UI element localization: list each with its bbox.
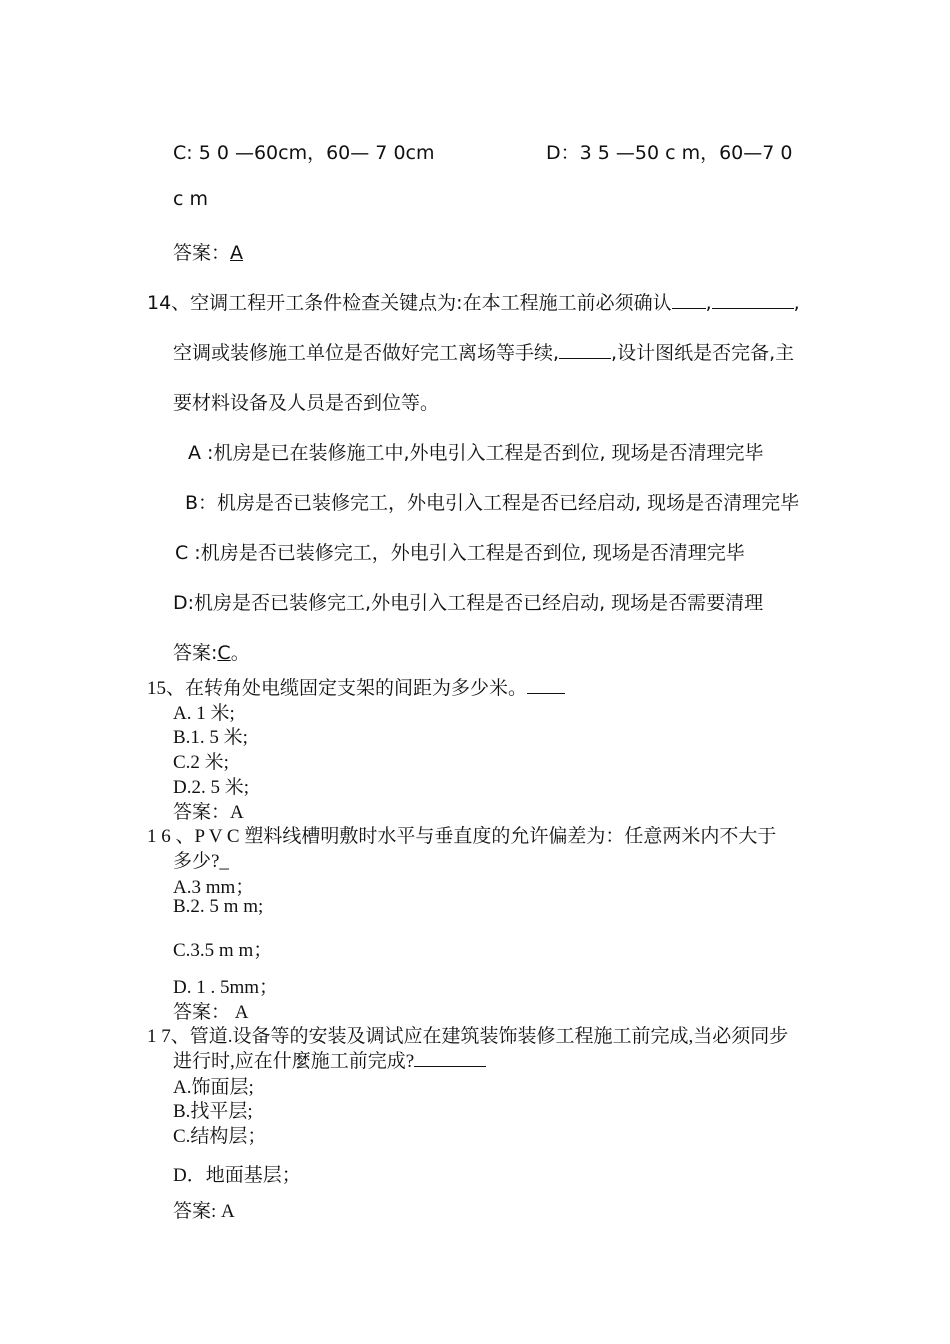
q17-answer: 答案: A	[173, 1201, 235, 1222]
q13-option-d: D：3 5 —50 c m，60—7 0	[546, 142, 793, 164]
q16-option-b: B.2. 5 m m;	[173, 896, 264, 917]
q14-blank-3	[559, 342, 611, 359]
q13-option-d-continued: c m	[173, 188, 208, 210]
q14-question-line-1	[147, 288, 800, 315]
q15-question-text: 15、在转角处电缆固定支架的间距为多少米。	[147, 678, 528, 699]
q14-comma-2: ,	[793, 292, 800, 314]
q15-option-a: A. 1 米;	[173, 703, 235, 724]
q14-blank-2	[712, 292, 794, 309]
q14-question-line-2	[173, 338, 794, 365]
q14-option-a: A :机房是已在装修施工中,外电引入工程是否到位, 现场是否清理完毕	[188, 442, 764, 464]
q16-answer: 答案： A	[173, 1002, 249, 1023]
q15-answer: 答案：A	[173, 802, 244, 823]
q14-option-d: D:机房是否已装修完工,外电引入工程是否已经启动, 现场是否需要清理	[173, 592, 764, 614]
q13-answer-value: A	[230, 242, 244, 264]
q14-question-text-2: 空调或装修施工单位是否做好完工离场等手续,	[173, 342, 560, 364]
q17-option-a: A.饰面层;	[173, 1077, 254, 1098]
q17-question-line-2	[173, 1046, 486, 1073]
q17-question-line-1: 1 7、管道.设备等的安装及调试应在建筑装饰装修工程施工前完成,当必须同步	[147, 1026, 789, 1047]
q16-option-c: C.3.5 m m；	[173, 940, 273, 961]
q14-option-c: C :机房是否已装修完工，外电引入工程是否到位, 现场是否清理完毕	[175, 542, 745, 564]
q13-option-c: C: 5 0 —60cm，60— 7 0cm	[173, 142, 435, 164]
q14-answer-tail: 。	[230, 642, 250, 664]
q14-answer-label: 答案:	[173, 642, 218, 664]
q15-question	[147, 673, 565, 700]
q13-answer-label: 答案：	[173, 242, 231, 264]
q14-answer	[173, 638, 250, 665]
q14-question-text-3: ,设计图纸是否完备,主	[611, 342, 795, 364]
q17-question-text: 进行时,应在什麼施工前完成?	[173, 1051, 415, 1072]
q17-option-d: D．地面基层；	[173, 1165, 301, 1186]
q16-option-a: A.3 mm；	[173, 877, 255, 898]
q14-option-b: B：机房是否已装修完工，外电引入工程是否已经启动, 现场是否清理完毕	[185, 492, 800, 514]
q14-question-text: 14、空调工程开工条件检查关键点为:在本工程施工前必须确认	[147, 292, 672, 314]
q16-question-line-2: 多少?_	[173, 851, 229, 872]
q13-answer	[173, 238, 243, 265]
q17-option-c: C.结构层；	[173, 1126, 267, 1147]
q16-question-line-1: 1 6 、P V C 塑料线槽明敷时水平与垂直度的允许偏差为：任意两米内不大于	[147, 826, 777, 847]
q15-option-b: B.1. 5 米;	[173, 727, 248, 748]
q17-option-b: B.找平层;	[173, 1101, 253, 1122]
q15-option-c: C.2 米;	[173, 752, 229, 773]
q15-option-d: D.2. 5 米;	[173, 777, 250, 798]
q14-question-line-3: 要材料设备及人员是否到位等。	[173, 392, 440, 414]
q14-answer-value: C	[217, 642, 231, 664]
q14-comma-1: ,	[705, 292, 712, 314]
q17-blank	[414, 1050, 486, 1067]
q16-option-d: D. 1 . 5mm；	[173, 977, 279, 998]
q14-blank-1	[672, 292, 706, 309]
q15-blank	[527, 677, 565, 694]
